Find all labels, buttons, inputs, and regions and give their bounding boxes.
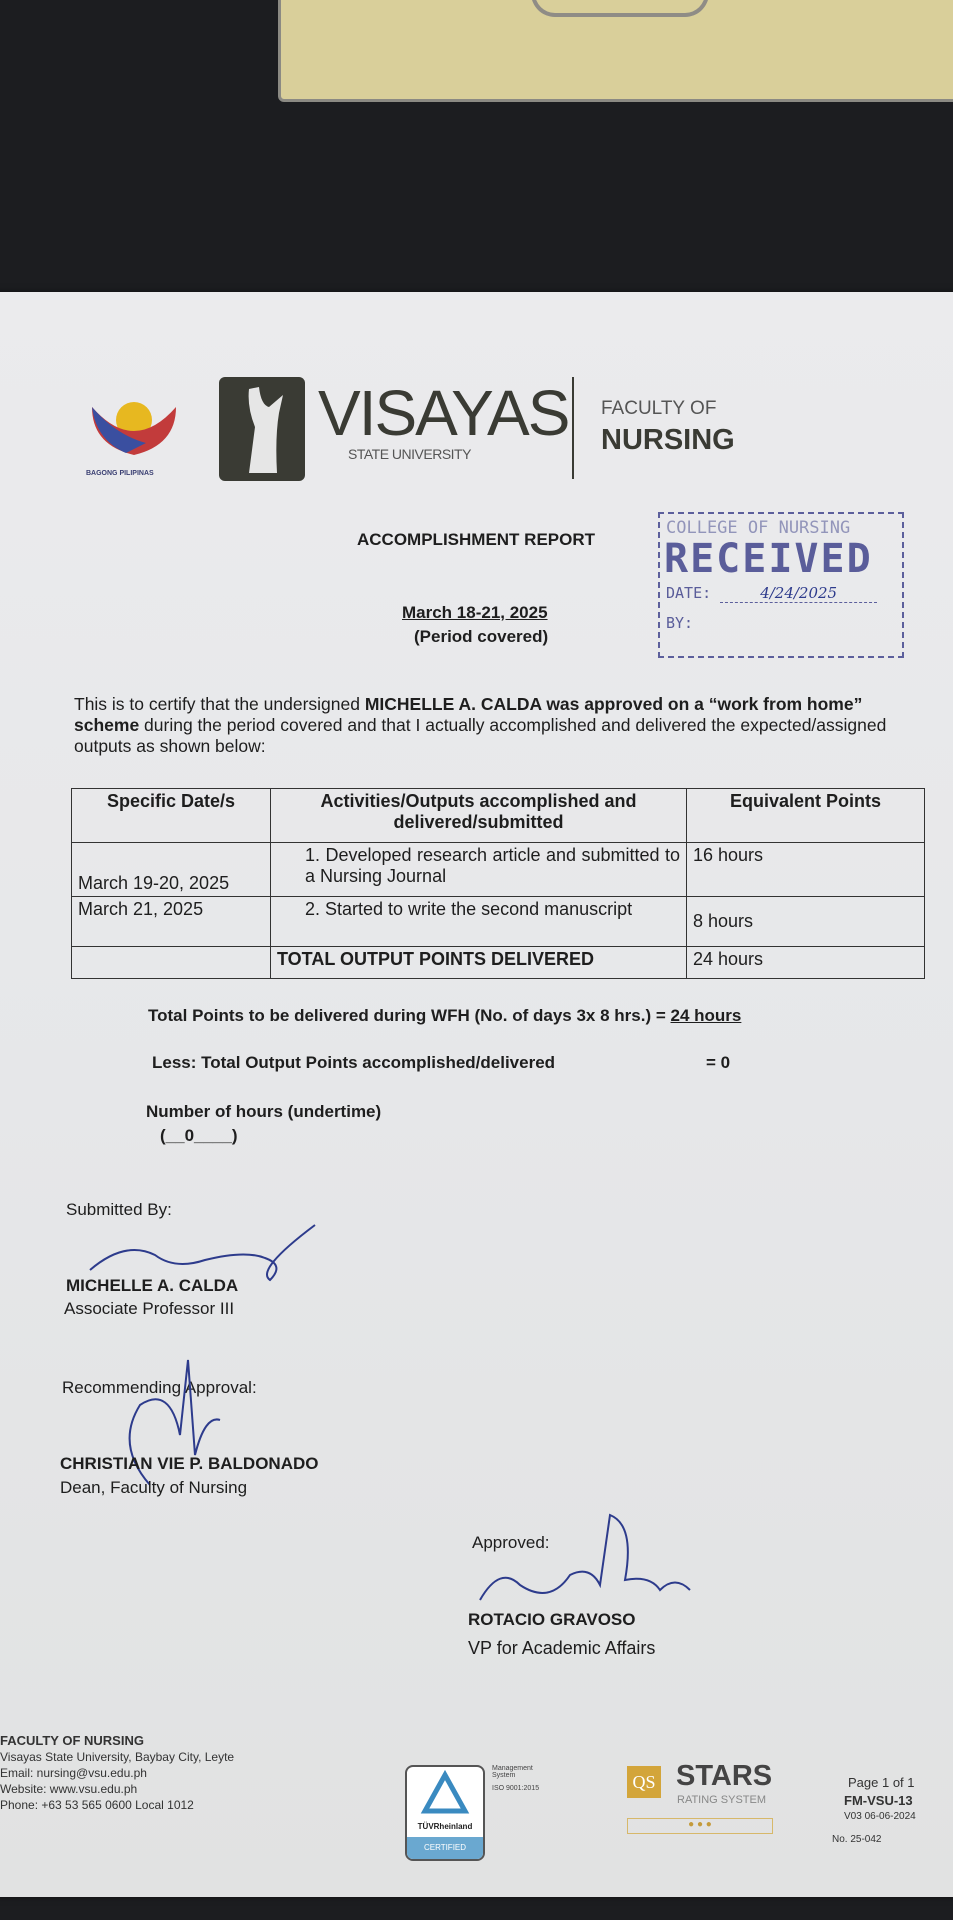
tuv-triangle-icon: [407, 1767, 483, 1817]
row-date: March 21, 2025: [72, 897, 271, 947]
form-code: FM-VSU-13: [844, 1793, 913, 1808]
stamp-by-label: BY:: [666, 614, 694, 632]
stamp-college: COLLEGE OF NURSING: [666, 518, 851, 538]
approver-name: ROTACIO GRAVOSO: [468, 1610, 636, 1629]
footer-contact: [0, 1733, 234, 1813]
employee-name: MICHELLE A. CALDA: [364, 694, 542, 714]
intro-scheme: scheme: [74, 715, 140, 735]
table-row: [72, 843, 925, 897]
received-stamp: [658, 512, 904, 658]
row-date: March 19-20, 2025: [72, 843, 271, 897]
summary-total-points: [148, 1006, 741, 1026]
stamp-received: RECEIVED: [664, 536, 873, 582]
recommender-signature: [110, 1355, 250, 1495]
summary-line1: Total Points to be delivered during WFH (No. of days 3x 8 hrs.) =: [148, 1006, 671, 1025]
footer-address: Visayas State University, Baybay City, Leyte: [0, 1750, 235, 1764]
total-value: 24 hours: [687, 947, 925, 979]
form-version: V03 06-06-2024: [844, 1811, 916, 1822]
summary-line1-value: 24 hours: [670, 1006, 742, 1025]
qs-logo: QS: [627, 1766, 661, 1798]
row-activity: 1. Developed research article and submitted to a Nursing Journal: [271, 843, 687, 897]
intro-text: This is to certify that the undersigned: [74, 694, 365, 714]
page-number: Page 1 of 1: [848, 1775, 915, 1790]
summary-undertime-value: (__0____): [160, 1126, 238, 1145]
recommending-label: Recommending Approval:: [62, 1378, 257, 1397]
submitter-name: MICHELLE A. CALDA: [66, 1276, 239, 1295]
bagong-pilipinas-logo: [86, 385, 182, 455]
footer-email: Email: nursing@vsu.edu.ph: [0, 1766, 147, 1780]
table-row: [72, 897, 925, 947]
certified-label: CERTIFIED: [407, 1837, 483, 1859]
tuv-label: TÜVRheinland: [417, 1822, 473, 1831]
header-divider: [572, 377, 574, 479]
approver-title: VP for Academic Affairs: [468, 1638, 656, 1658]
col-header-date: Specific Date/s: [72, 789, 271, 843]
col-header-points: Equivalent Points: [687, 789, 925, 843]
summary-less-value: = 0: [706, 1053, 731, 1072]
summary-undertime: Number of hours (undertime): [146, 1102, 382, 1121]
stamp-date-label: DATE:: [666, 584, 712, 602]
submitter-title: Associate Professor III: [64, 1299, 235, 1318]
footer-website: Website: www.vsu.edu.ph: [0, 1782, 138, 1796]
report-title: ACCOMPLISHMENT REPORT: [357, 530, 595, 549]
vsu-logo-icon: [219, 377, 305, 481]
university-sub: STATE UNIVERSITY: [348, 446, 471, 462]
period-label: (Period covered): [414, 627, 549, 646]
footer-phone: Phone: +63 53 565 0600 Local 1012: [0, 1798, 194, 1812]
approver-signature: [460, 1505, 700, 1615]
total-label: TOTAL OUTPUT POINTS DELIVERED: [271, 947, 687, 979]
footer-faculty: FACULTY OF NURSING: [0, 1733, 144, 1748]
tuv-certified-badge: [405, 1765, 485, 1861]
faculty-of: FACULTY OF: [601, 398, 717, 419]
summary-less: Less: Total Output Points accomplished/delivered: [152, 1053, 556, 1072]
period-dates: March 18-21, 2025: [402, 603, 548, 622]
row-points: 8 hours: [687, 897, 925, 947]
row-points: 16 hours: [687, 843, 925, 897]
iso-info: [492, 1765, 548, 1792]
certification-paragraph: [74, 694, 908, 757]
recommender-name: CHRISTIAN VIE P. BALDONADO: [60, 1454, 319, 1473]
star-rating: ● ● ●: [627, 1818, 773, 1834]
submitted-label: Submitted By:: [66, 1200, 172, 1219]
bagong-pilipinas-text: BAGONG PILIPINAS: [86, 470, 154, 477]
row-activity: 2. Started to write the second manuscript: [271, 897, 687, 947]
col-header-activities: Activities/Outputs accomplished and delivered/submitted: [271, 789, 687, 843]
recommender-title: Dean, Faculty of Nursing: [60, 1478, 248, 1497]
university-name: VISAYAS: [318, 377, 569, 449]
stamp-date-value: 4/24/2025: [720, 584, 877, 603]
background-card: [278, 0, 953, 102]
intro-wfh: was approved on a “work from home”: [541, 694, 863, 714]
accomplishment-table: [71, 788, 925, 979]
iso-label: ISO 9001:2015: [492, 1785, 540, 1792]
mgmt-system: Management System: [492, 1765, 533, 1779]
doc-number: No. 25-042: [832, 1834, 882, 1845]
nursing-label: NURSING: [601, 424, 735, 456]
stars-label: STARS: [676, 1760, 773, 1792]
approved-label: Approved:: [472, 1533, 550, 1552]
rating-system: RATING SYSTEM: [677, 1794, 767, 1806]
intro-text-end: during the period covered and that I actually accomplished and delivered the expected/assigned outputs as shown below:: [74, 715, 887, 756]
